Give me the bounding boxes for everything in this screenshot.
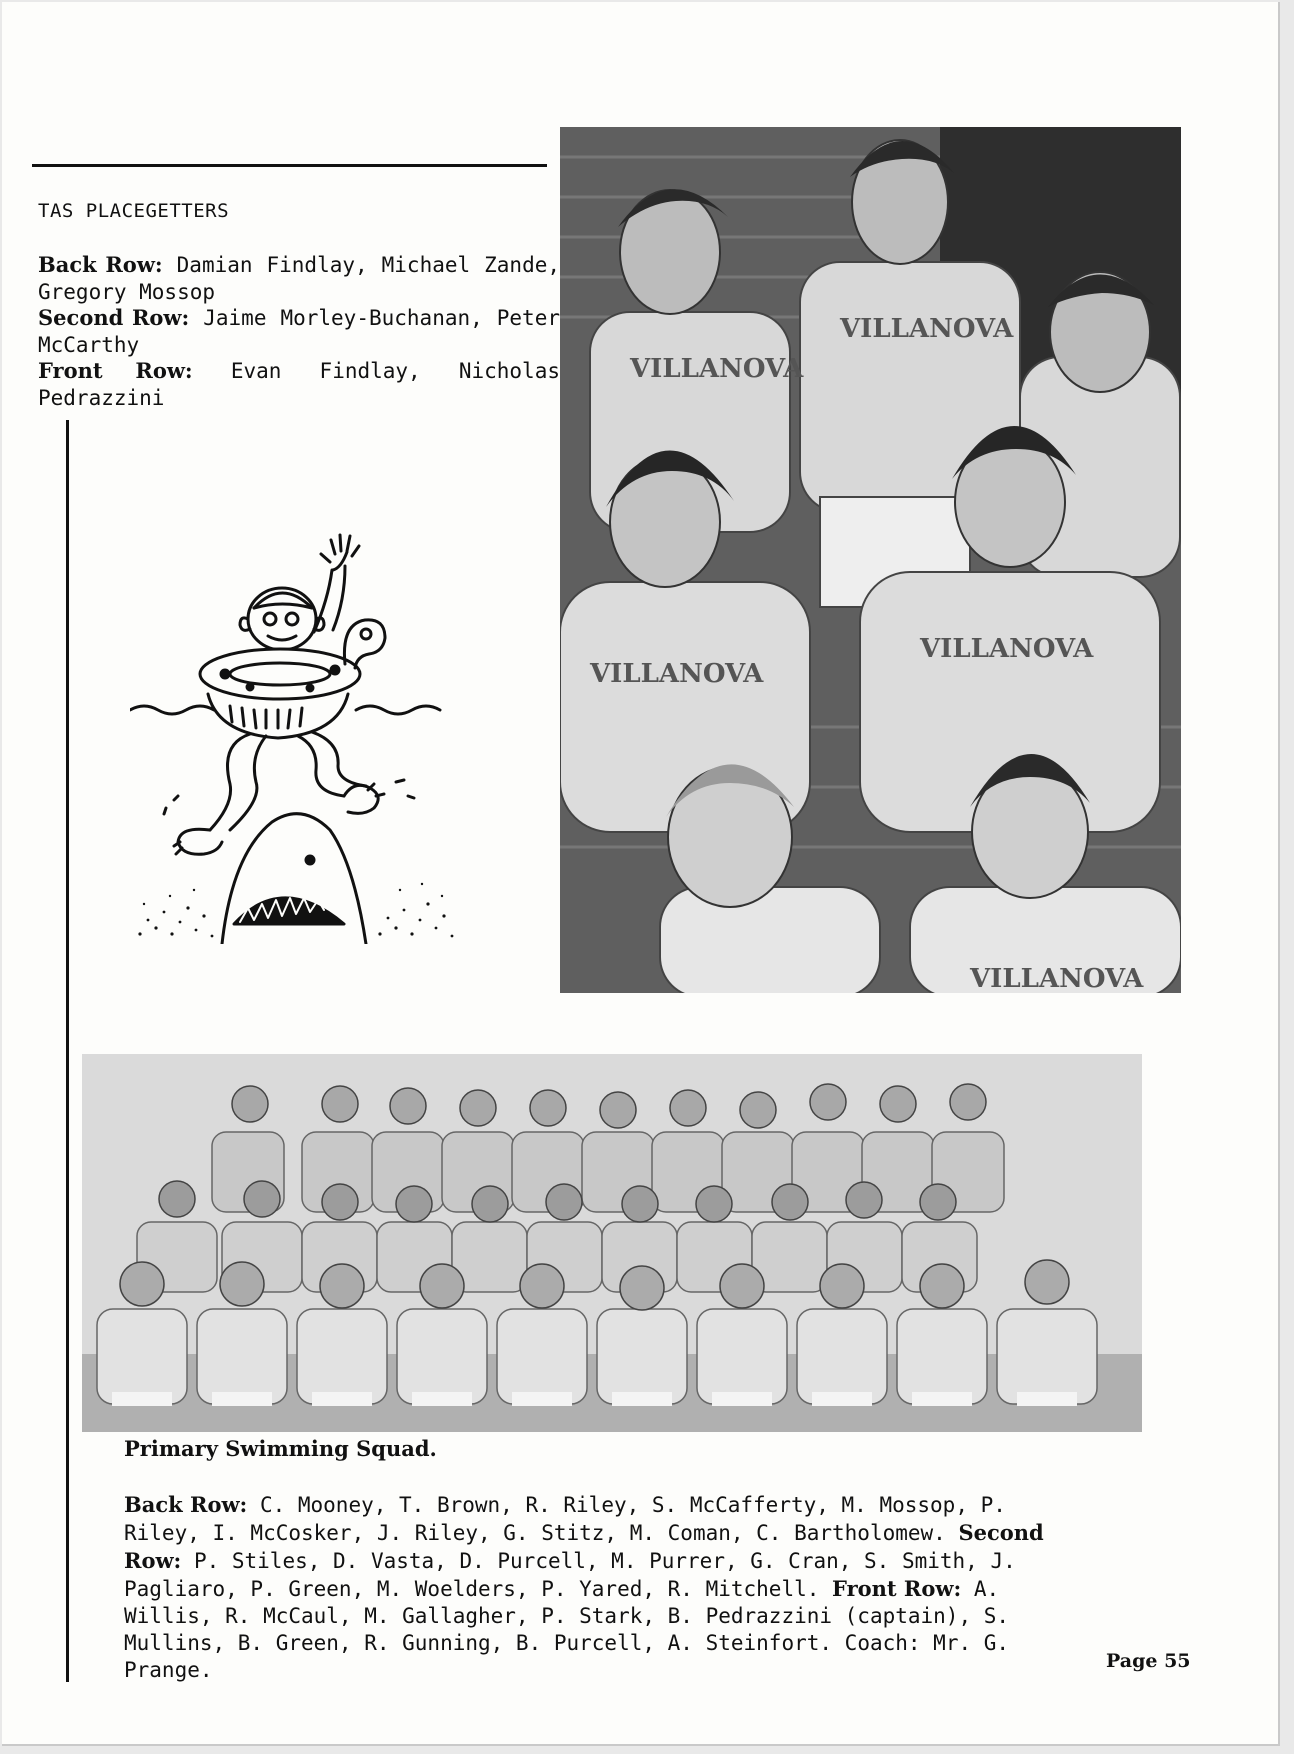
second-row-names: Jaime Morley-Buchanan, Peter McCarthy	[38, 306, 560, 357]
roster-back-row-label: Back Row:	[124, 1492, 248, 1517]
back-row-names: Damian Findlay, Michael Zande, Gregory Mossop	[38, 253, 560, 304]
roster-back-row-names: C. Mooney, T. Brown, R. Riley, S. McCafferty, M. Mossop, P. Riley, I. McCosker, J. Riley, G. Stitz, M. Coman, C. Bartholomew.	[124, 1493, 1006, 1545]
tas-placegetters-names	[38, 252, 560, 411]
roster-second-row-label: Second Row:	[124, 1520, 1044, 1573]
shirt-print-1: VILLANOVA	[630, 354, 804, 384]
roster-coach: Coach: Mr. G. Prange.	[124, 1631, 1010, 1682]
caption-title: Primary Swimming Squad.	[124, 1436, 437, 1461]
vertical-rule	[66, 420, 69, 1682]
back-row-label: Back Row:	[38, 252, 163, 277]
front-row-label: Front Row:	[38, 358, 193, 383]
shirt-print-2: VILLANOVA	[840, 314, 1014, 344]
document-page	[2, 2, 1280, 1746]
horizontal-rule	[32, 164, 547, 167]
cartoon-swimmer-shark-illustration	[130, 524, 466, 944]
section-title: TAS PLACEGETTERS	[38, 200, 230, 222]
roster-front-row-names: A. Willis, R. McCaul, M. Gallagher, P. Stark, B. Pedrazzini (captain), S. Mullins, B. Green, R. Gunning, B. Purcell, A. Steinfort.	[124, 1577, 1010, 1655]
page-number: Page 55	[1106, 1650, 1191, 1672]
second-row-label: Second Row:	[38, 305, 190, 330]
front-row-names: Evan Findlay, Nicholas Pedrazzini	[38, 359, 560, 410]
roster-second-row-names: P. Stiles, D. Vasta, D. Purcell, M. Purrer, G. Cran, S. Smith, J. Pagliaro, P. Green, M. Woelders, P. Yared, R. Mitchell.	[124, 1549, 1016, 1601]
shirt-print-5: VILLANOVA	[970, 964, 1144, 993]
primary-swimming-squad-photo	[82, 1054, 1142, 1432]
photo-caption	[124, 1436, 437, 1461]
shirt-print-3: VILLANOVA	[590, 659, 764, 689]
shirt-print-4: VILLANOVA	[920, 634, 1094, 664]
roster-front-row-label: Front Row:	[832, 1576, 962, 1601]
tas-placegetters-photo	[560, 127, 1181, 993]
squad-roster	[124, 1491, 1092, 1684]
